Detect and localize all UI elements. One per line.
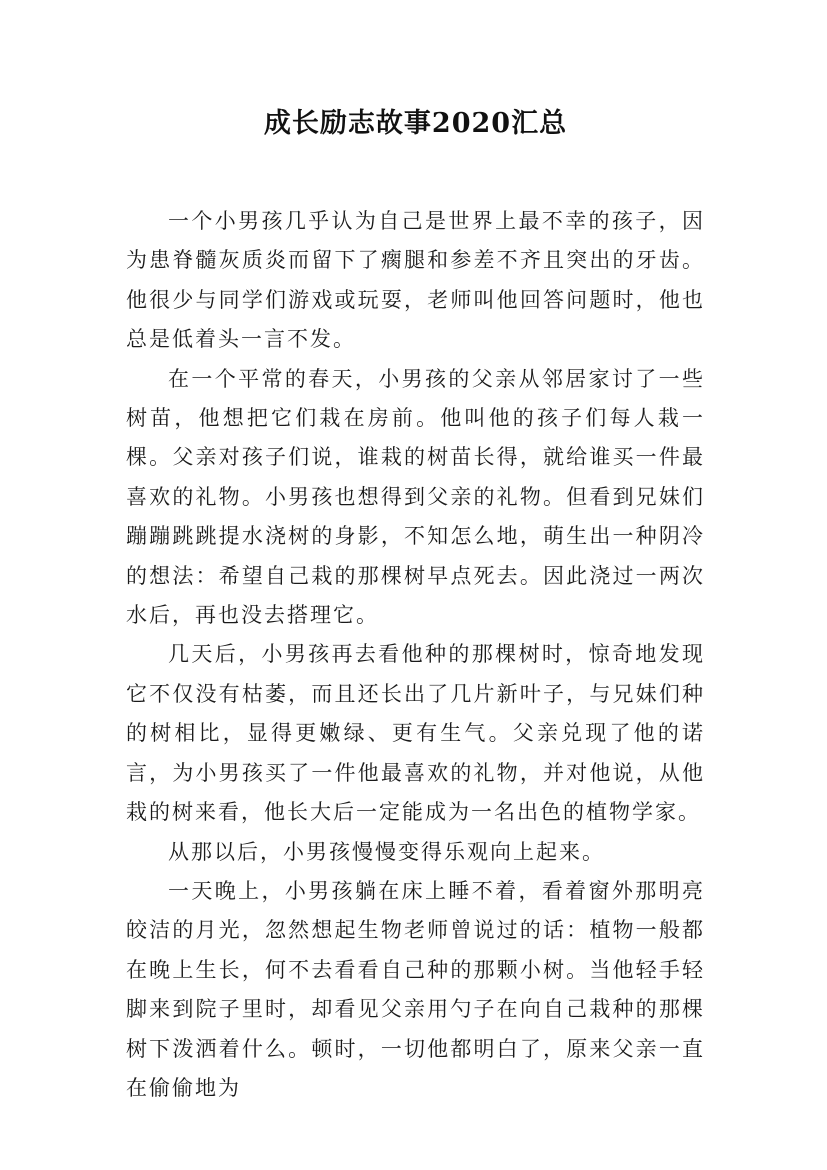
document-title: 成长励志故事2020汇总 (263, 108, 568, 139)
paragraph-5: 一天晚上，小男孩躺在床上睡不着，看着窗外那明亮皎洁的月光，忽然想起生物老师曾说过的话：植物一般都在晚上生长，何不去看看自己种的那颗小树。当他轻手轻脚来到院子里时，却看见父亲用勺子在向自己栽种的那棵树下泼洒着什么。顿时，一切他都明白了，原来父亲一直在偷偷地为 (126, 878, 705, 1100)
paragraph-1: 一个小男孩几乎认为自己是世界上最不幸的孩子，因为患脊髓灰质炎而留下了瘸腿和参差不齐且突出的牙齿。他很少与同学们游戏或玩耍，老师叫他回答问题时，他也总是低着头一言不发。 (126, 209, 705, 352)
paragraph-2: 在一个平常的春天，小男孩的父亲从邻居家讨了一些树苗，他想把它们栽在房前。他叫他的孩子们每人栽一棵。父亲对孩子们说，谁栽的树苗长得，就给谁买一件最喜欢的礼物。小男孩也想得到父亲的礼物。但看到兄妹们蹦蹦跳跳提水浇树的身影，不知怎么地，萌生出一种阴冷的想法：希望自己栽的那棵树早点死去。因此浇过一两次水后，再也没去搭理它。 (126, 366, 705, 628)
paragraph-4: 从那以后，小男孩慢慢变得乐观向上起来。 (168, 839, 605, 864)
paragraph-3: 几天后，小男孩再去看他种的那棵树时，惊奇地发现它不仅没有枯萎，而且还长出了几片新叶子，与兄妹们种的树相比，显得更嫩绿、更有生气。父亲兑现了他的诺言，为小男孩买了一件他最喜欢的礼物，并对他说，从他栽的树来看，他长大后一定能成为一名出色的植物学家。 (126, 642, 705, 825)
document-body (126, 202, 705, 1108)
